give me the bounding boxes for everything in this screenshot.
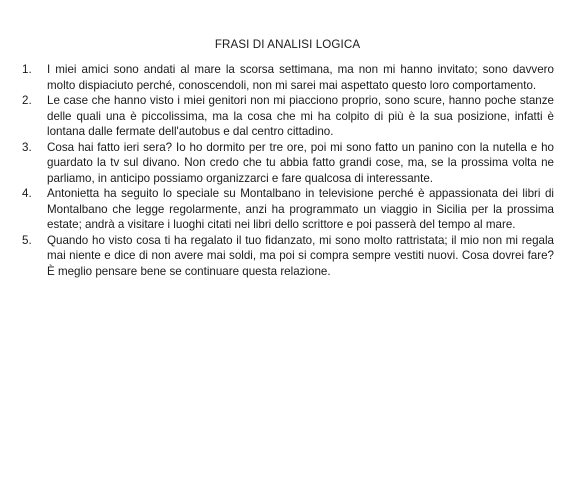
item-number: 3. [22, 140, 32, 154]
list-item [22, 140, 554, 187]
list-item [22, 233, 554, 280]
item-text: I miei amici sono andati al mare la scorsa settimana, ma non mi hanno invitato; sono davvero molto dispiaciuto perché, conoscendoli, non mi sarei mai aspettato questo loro comportamento. [47, 63, 554, 92]
item-number: 1. [22, 63, 32, 76]
item-number: 4. [22, 187, 32, 200]
document-title: FRASI DI ANALISI LOGICA [214, 38, 361, 51]
list-item [22, 186, 554, 233]
item-text: Antonietta ha seguito lo speciale su Montalbano in televisione perché è appassionata dei libri di Montalbano che legge regolarmente, anzi ha programmato un viaggio in Sicilia per la prossima estate; andrà a visitare i luoghi citati nei libri dello scrittore e poi passerà del tempo al mare. [47, 187, 554, 231]
item-number: 2. [22, 94, 32, 107]
item-text: Le case che hanno visto i miei genitori non mi piacciono proprio, sono scure, hanno poche stanze delle quali una è piccolissima, ma la cosa che mi ha colpito di più è la sua posizione, infatti è lontana dalle fermate dell'autobus e dal centro cittadino. [47, 94, 554, 138]
item-text: Quando ho visto cosa ti ha regalato il tuo fidanzato, mi sono molto rattristata; il mio non mi regala mai niente e dice di non avere mai soldi, ma poi si compra sempre vestiti nuovi. Cosa dovrei fare? È meglio pensare bene se continuare questa relazione. [47, 233, 554, 278]
list-item [22, 62, 554, 93]
list-item [22, 93, 554, 140]
sentence-list [22, 62, 554, 279]
item-number: 5. [22, 233, 32, 247]
item-text: Cosa hai fatto ieri sera? Io ho dormito per tre ore, poi mi sono fatto un panino con la nutella e ho guardato la tv sul divano. Non credo che tu abbia fatto grandi cose, ma, se la prossima volta ne parliamo, in anticipo possiamo organizzarci e fare qualcosa di interessante. [47, 140, 554, 185]
